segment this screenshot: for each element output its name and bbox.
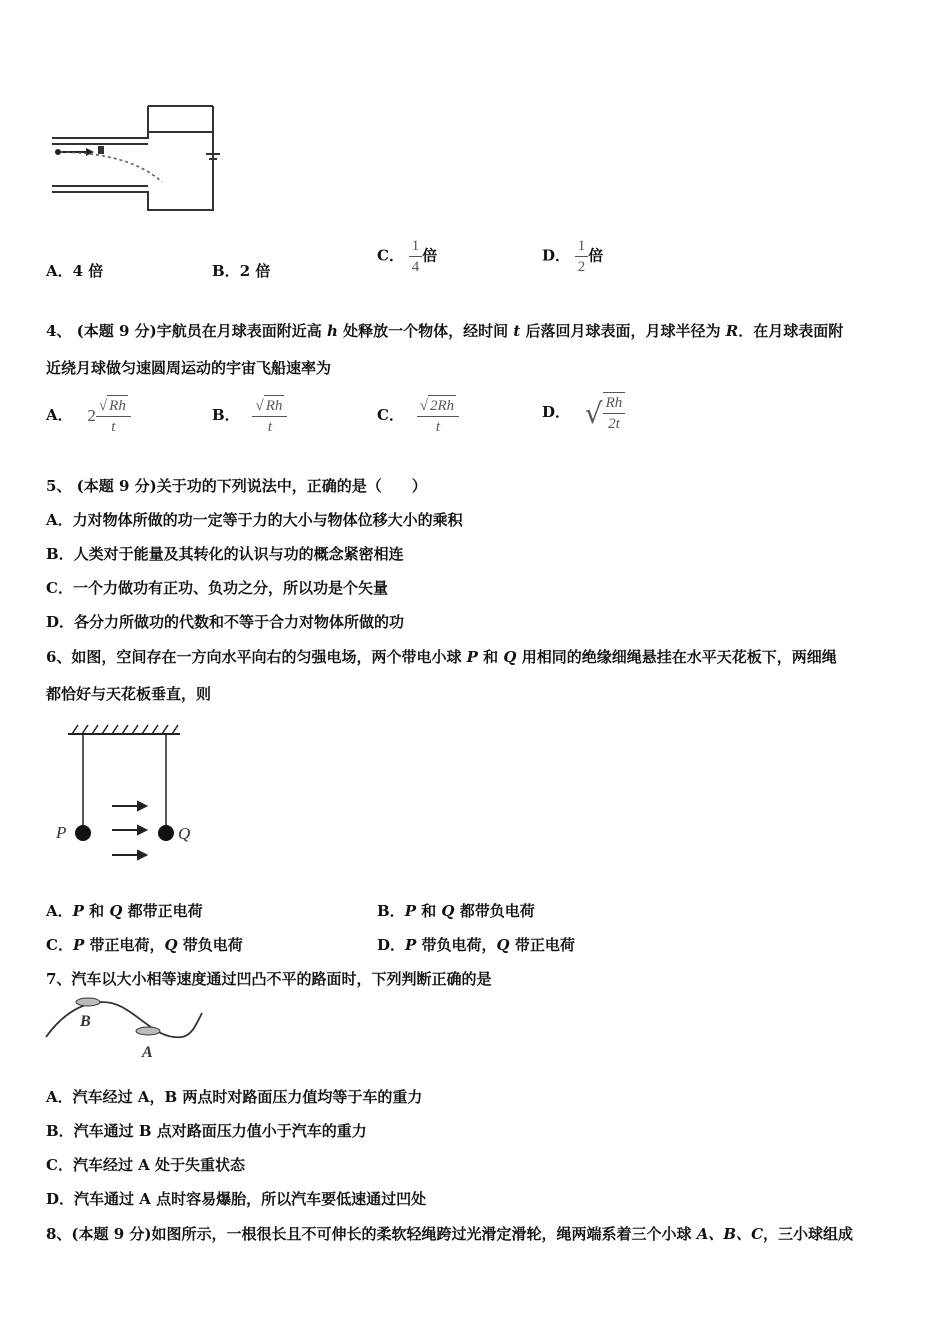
q4-option-d-label: D． xyxy=(542,403,571,421)
q4-a-coef: 2 xyxy=(87,406,96,425)
q4-option-c[interactable]: C． $\frac{√ 2Rh}{t}$ xyxy=(377,395,459,437)
bumpy-road-figure xyxy=(44,995,209,1063)
q3-d-numerator: 1 xyxy=(575,236,589,257)
fig-label-b: B xyxy=(80,1013,91,1030)
q6-option-d[interactable]: D．P 带负电荷，Q 带正电荷 xyxy=(377,936,575,954)
fig-label-a: A xyxy=(142,1044,153,1061)
q7-option-d[interactable]: D．汽车通过 A 点时容易爆胎，所以汽车要低速通过凹处 xyxy=(46,1190,427,1208)
q3-option-c-text: 倍 xyxy=(422,246,438,265)
q6-stem-line1: 6、如图，空间存在一方向水平向右的匀强电场，两个带电小球 P 和 Q 用相同的绝缘细绳悬挂在水平天花板下，两细绳 xyxy=(46,648,837,666)
q3-option-c[interactable] xyxy=(377,236,437,277)
q5-option-b[interactable]: B．人类对于能量及其转化的认识与功的概念紧密相连 xyxy=(46,545,404,563)
q5-option-d[interactable]: D．各分力所做功的代数和不等于合力对物体所做的功 xyxy=(46,613,405,631)
q7-option-a[interactable]: A．汽车经过 A，B 两点时对路面压力值均等于车的重力 xyxy=(46,1088,423,1106)
q3-option-d[interactable] xyxy=(542,236,603,277)
q4-a-numerator: Rh xyxy=(107,395,128,416)
q3-option-b[interactable] xyxy=(212,260,270,281)
q3-d-denominator: 2 xyxy=(577,259,586,275)
q4-option-c-label: C． xyxy=(377,406,404,424)
q3-option-a-label: A． xyxy=(46,262,73,280)
q4-stem-line1: 4、 (本题 9 分)宇航员在月球表面附近高 h 处释放一个物体，经时间 t 后落回月球表面，月球半径为 R．在月球表面附 xyxy=(46,322,844,340)
q4-b-numerator: Rh xyxy=(264,395,285,416)
q6-option-c[interactable]: C．P 带正电荷，Q 带负电荷 xyxy=(46,936,243,954)
q3-option-c-label: C． xyxy=(377,246,404,265)
q3-option-a[interactable] xyxy=(46,260,103,281)
q3-c-denominator: 4 xyxy=(411,259,420,275)
q4-option-b[interactable]: B． $\frac{√ Rh}{t}$ xyxy=(212,395,287,437)
q6-option-a[interactable]: A．P 和 Q 都带正电荷 xyxy=(46,902,203,920)
q4-b-denominator: t xyxy=(267,419,272,435)
q6-option-b[interactable]: B．P 和 Q 都带负电荷 xyxy=(377,902,535,920)
q4-a-denominator: t xyxy=(111,419,116,435)
q3-option-b-text: 2 倍 xyxy=(239,262,271,280)
q7-stem: 7、汽车以大小相等速度通过凹凸不平的路面时，下列判断正确的是 xyxy=(46,970,492,988)
q6-stem-line2: 都恰好与天花板垂直，则 xyxy=(46,685,212,703)
q3-c-numerator: 1 xyxy=(409,236,423,257)
q4-stem-line2: 近绕月球做匀速圆周运动的宇宙飞船速率为 xyxy=(46,359,332,377)
q4-option-a[interactable]: A． 2 $\frac{√ Rh}{t}$ xyxy=(46,395,131,437)
q7-option-c[interactable]: C．汽车经过 A 处于失重状态 xyxy=(46,1156,246,1174)
q3-option-d-label: D． xyxy=(542,246,571,265)
q3-option-a-text: 4 倍 xyxy=(72,262,104,280)
q4-option-a-label: A． xyxy=(46,406,73,424)
q4-option-b-label: B． xyxy=(212,406,240,424)
q4-c-denominator: t xyxy=(435,419,441,435)
fig-label-p: P xyxy=(56,823,67,842)
charged-spheres-figure xyxy=(50,722,210,872)
q4-option-d[interactable] xyxy=(542,392,625,434)
fig-label-q: Q xyxy=(178,824,191,843)
q7-option-b[interactable]: B．汽车通过 B 点对路面压力值小于汽车的重力 xyxy=(46,1122,367,1140)
sqrt-icon: √ xyxy=(584,396,603,430)
q4-c-numerator: 2Rh xyxy=(428,395,456,416)
q5-stem: 5、 (本题 9 分)关于功的下列说法中，正确的是（ ） xyxy=(46,477,427,495)
q4-d-denominator: 2t xyxy=(608,416,620,432)
q8-stem-line1: 8、(本题 9 分)如图所示，一根很长且不可伸长的柔软轻绳跨过光滑定滑轮，绳两端系着三个小球 A、B、C，三小球组成 xyxy=(46,1225,854,1243)
q4-d-numerator: Rh xyxy=(603,393,626,414)
q3-option-d-text: 倍 xyxy=(588,246,604,265)
q3-option-b-label: B． xyxy=(212,262,240,280)
q5-option-a[interactable]: A．力对物体所做的功一定等于力的大小与物体位移大小的乘积 xyxy=(46,511,463,529)
capacitor-circuit-figure xyxy=(50,98,220,218)
q5-option-c[interactable]: C．一个力做功有正功、负功之分，所以功是个矢量 xyxy=(46,579,388,597)
